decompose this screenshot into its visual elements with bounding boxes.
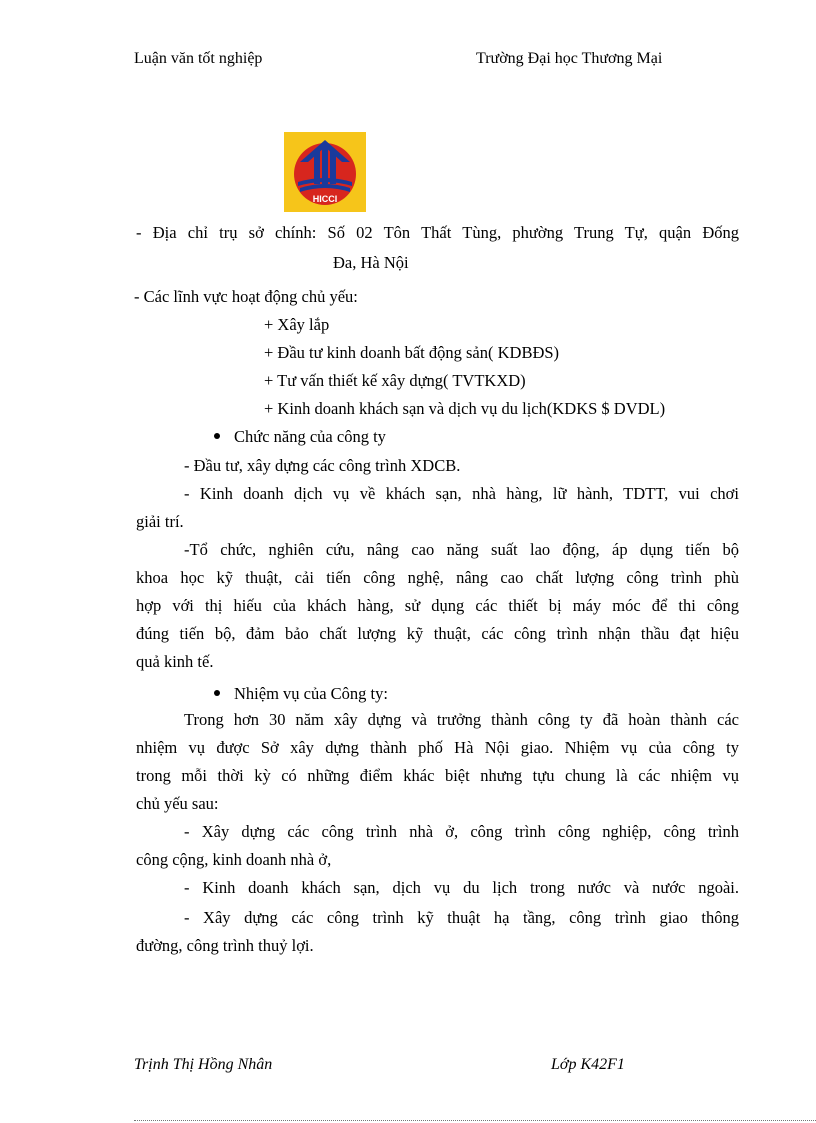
duties-paragraph-1-line-1: Trong hơn 30 năm xây dựng và trưởng thành công ty đã hoàn thành các (184, 710, 739, 729)
field-item-real-estate: + Đầu tư kinh doanh bất động sản( KDBĐS) (264, 343, 560, 362)
field-item-construction: + Xây lắp (264, 315, 330, 334)
functions-paragraph-3-line-2: khoa học kỹ thuật, cải tiến công nghệ, nâng cao chất lượng công trình phù (136, 568, 739, 587)
functions-paragraph-2-line-2: giải trí. (136, 512, 184, 531)
duties-paragraph-3-line-1: - Kinh doanh khách sạn, dịch vụ du lịch trong nước và nước ngoài. (184, 878, 739, 897)
duties-paragraph-4-line-2: đường, công trình thuỷ lợi. (136, 936, 314, 955)
bullet-icon (214, 690, 220, 696)
field-item-hotel-tourism: + Kinh doanh khách sạn và dịch vụ du lịch(KDKS $ DVDL) (264, 399, 666, 418)
functions-heading: Chức năng của công ty (234, 427, 386, 446)
footer-class: Lớp K42F1 (551, 1056, 625, 1073)
bullet-icon (214, 433, 220, 439)
field-item-design-consulting: + Tư vấn thiết kế xây dựng( TVTKXD) (264, 371, 526, 390)
functions-paragraph-3-line-1: -Tổ chức, nghiên cứu, nâng cao năng suất lao động, áp dụng tiến bộ (184, 540, 739, 559)
functions-paragraph-2-line-1: - Kinh doanh dịch vụ về khách sạn, nhà hàng, lữ hành, TDTT, vui chơi (184, 484, 739, 503)
duties-paragraph-2-line-1: - Xây dựng các công trình nhà ở, công trình công nghiệp, công trình (184, 822, 739, 841)
functions-paragraph-3-line-3: hợp với thị hiếu của khách hàng, sử dụng các thiết bị máy móc để thi công (136, 596, 739, 615)
header-right: Trường Đại học Thương Mại (476, 50, 663, 67)
logo-text: HICCI (312, 194, 338, 204)
address-line-1: - Địa chỉ trụ sở chính: Số 02 Tôn Thất Tùng, phường Trung Tự, quận Đống (136, 223, 739, 242)
footer-author: Trịnh Thị Hồng Nhân (134, 1056, 273, 1073)
duties-paragraph-1-line-3: trong mỗi thời kỳ có những điểm khác biệt nhưng tựu chung là các nhiệm vụ (136, 766, 739, 785)
fields-heading: - Các lĩnh vực hoạt động chủ yếu: (134, 287, 358, 306)
duties-paragraph-1-line-2: nhiệm vụ được Sở xây dựng thành phố Hà Nội giao. Nhiệm vụ của công ty (136, 738, 739, 757)
duties-heading: Nhiệm vụ của Công ty: (234, 684, 388, 703)
duties-paragraph-2-line-2: công cộng, kinh doanh nhà ở, (136, 850, 332, 869)
company-logo-icon (284, 132, 366, 212)
company-logo-svg (284, 132, 366, 212)
functions-paragraph-3-line-4: đúng tiến bộ, đảm bảo chất lượng kỹ thuật, các công trình nhận thầu đạt hiệu (136, 624, 739, 643)
address-line-2: Đa, Hà Nội (333, 253, 409, 272)
functions-paragraph-3-line-5: quả kinh tế. (136, 652, 214, 671)
footer-divider (134, 1120, 816, 1121)
duties-paragraph-4-line-1: - Xây dựng các công trình kỹ thuật hạ tầng, công trình giao thông (184, 908, 739, 927)
duties-paragraph-1-line-4: chủ yếu sau: (136, 794, 219, 813)
header-left: Luận văn tốt nghiệp (134, 50, 263, 67)
functions-paragraph-1: - Đầu tư, xây dựng các công trình XDCB. (184, 456, 461, 475)
